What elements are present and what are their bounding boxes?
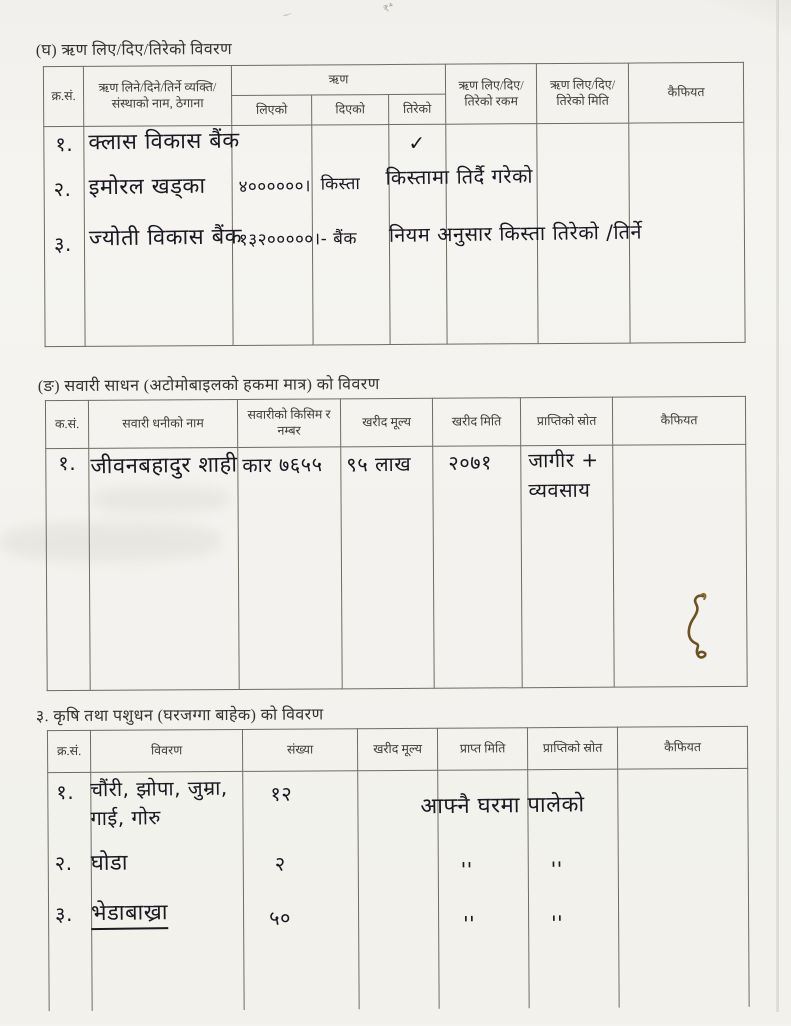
vehicle-col-header-date: खरीद मिति — [432, 398, 520, 447]
handwritten-ditto-mark: '' — [550, 910, 564, 936]
loan-col-header-date: ऋण लिए/दिए/ तिरेको मिति — [536, 63, 628, 124]
vehicle-col-header-source: प्राप्तिको स्रोत — [520, 397, 612, 446]
handwritten-loan-row3-sn: ३. — [53, 231, 72, 257]
loans-section-title: (घ) ऋण लिए/दिए/तिरेको विवरण — [35, 40, 233, 60]
handwritten-vehicle-kind: कार ७६५५ — [242, 452, 323, 478]
loan-col-header-sn: क्र.सं. — [43, 66, 83, 126]
handwritten-loan-row2-installment: किस्ता — [320, 174, 361, 195]
vehicle-body-cell — [341, 446, 434, 689]
loan-col-header-amount: ऋण लिए/दिए/ तिरेको रकम — [445, 64, 536, 125]
fiber-artifact — [679, 590, 724, 668]
pen-scribble: ₹؞ — [382, 2, 396, 16]
vehicle-col-header-remarks: कैफियत — [612, 396, 745, 445]
loan-col-header-given: दिएको — [312, 95, 389, 125]
handwritten-livestock-row2-quantity: २ — [274, 851, 286, 876]
handwritten-livestock-row1-desc-line1: चौंरी, झोपा, जुम्रा, — [90, 775, 228, 802]
loan-col-header-name: ऋण लिने/दिने/तिर्ने व्यक्ति/संस्थाको नाम, ठेगाना — [83, 65, 231, 126]
handwritten-vehicle-source-line1: जागीर + — [528, 447, 599, 473]
handwritten-livestock-row1-sn: १. — [56, 779, 75, 805]
livestock-table — [47, 726, 750, 1011]
livestock-col-header-source: प्राप्तिको स्रोत — [527, 727, 617, 770]
vehicle-col-header-owner: सवारी धनीको नाम — [88, 399, 237, 448]
handwritten-vehicle-row1-sn: १. — [58, 450, 77, 476]
livestock-col-header-date: प्राप्त मिति — [437, 728, 527, 771]
loan-col-header-group: ऋण — [231, 64, 445, 95]
livestock-col-header-description: विवरण — [90, 729, 242, 772]
handwritten-vehicle-price: ९५ लाख — [346, 451, 412, 477]
handwritten-loan-row1-sn: १. — [55, 131, 74, 157]
handwritten-ditto-mark: '' — [550, 856, 563, 882]
livestock-col-header-remarks: कैफियत — [617, 726, 747, 769]
vehicle-col-header-kind: सवारीको किसिम र नम्बर — [237, 399, 340, 448]
loan-table — [43, 62, 746, 347]
vehicle-body-cell — [238, 447, 342, 690]
vehicle-table — [45, 396, 748, 691]
livestock-col-header-quantity: संख्या — [242, 729, 357, 772]
livestock-body-cell — [48, 772, 92, 1010]
livestock-col-header-sn: क्र.सं. — [47, 730, 90, 772]
loan-col-header-taken: लिएको — [232, 95, 312, 125]
handwritten-check-mark: ✓ — [408, 130, 426, 155]
handwritten-livestock-row1-desc-line2: गाई, गोरु — [90, 805, 162, 831]
livestock-section-title: ३. कृषि तथा पशुधन (घरजग्गा बाहेक) को विवरण — [35, 706, 324, 726]
handwritten-loan-row2-note: किस्तामा तिर्दै गरेको — [385, 163, 534, 190]
handwritten-loan-row1-name: क्लास विकास बैंक — [88, 128, 240, 156]
vehicle-body-cell — [46, 448, 90, 690]
handwritten-loan-row2-sn: २. — [53, 176, 72, 202]
handwritten-livestock-row1-quantity: १२ — [270, 781, 293, 806]
handwritten-livestock-row2-sn: २. — [54, 850, 73, 876]
handwritten-loan-row2-name: इमोरल खड्का — [88, 173, 206, 201]
handwritten-ditto-mark: '' — [462, 911, 476, 936]
vehicle-section-title: (ङ) सवारी साधन (अटोमोबाइलको हकमा मात्र) को विवरण — [37, 376, 380, 396]
livestock-body-cell — [243, 771, 359, 1010]
handwritten-ditto-mark: '' — [460, 857, 473, 882]
vehicle-body-cell — [89, 447, 239, 690]
vehicle-col-header-price: खरीद मूल्य — [340, 398, 432, 447]
loan-col-header-remarks: कैफियत — [628, 62, 743, 123]
handwritten-livestock-row3-quantity: ५० — [268, 905, 292, 930]
livestock-body-cell — [618, 768, 749, 1007]
handwritten-loan-row2-amount: ४००००००। — [238, 176, 312, 198]
handwritten-vehicle-date: २०७१ — [448, 450, 493, 475]
handwritten-loan-row3-note: नियम अनुसार किस्ता तिरेको /तिर्ने — [388, 219, 643, 247]
handwritten-livestock-row2-desc: घोडा — [90, 850, 129, 876]
handwritten-vehicle-owner: जीवनबहादुर शाही — [90, 452, 238, 480]
handwritten-loan-row3-amount: १३२०००००।- बैंक — [238, 228, 358, 251]
vehicle-col-header-sn: क.सं. — [45, 400, 88, 448]
pen-scribble: ~· — [281, 9, 293, 22]
handwritten-livestock-row1-note: आफ्नै घरमा पालेको — [420, 792, 585, 820]
livestock-col-header-price: खरीद मूल्य — [357, 728, 437, 770]
vehicle-body-cell — [433, 446, 522, 689]
loan-body-cell — [629, 122, 745, 343]
handwritten-livestock-row3-desc: भेडाबाख्रा — [91, 896, 168, 930]
handwritten-vehicle-source-line2: व्यवसाय — [528, 477, 591, 503]
loan-col-header-paid: तिरेको — [389, 94, 446, 124]
handwritten-livestock-row3-sn: ३. — [54, 901, 74, 927]
handwritten-loan-row3-name: ज्योती विकास बैंक — [88, 224, 243, 252]
